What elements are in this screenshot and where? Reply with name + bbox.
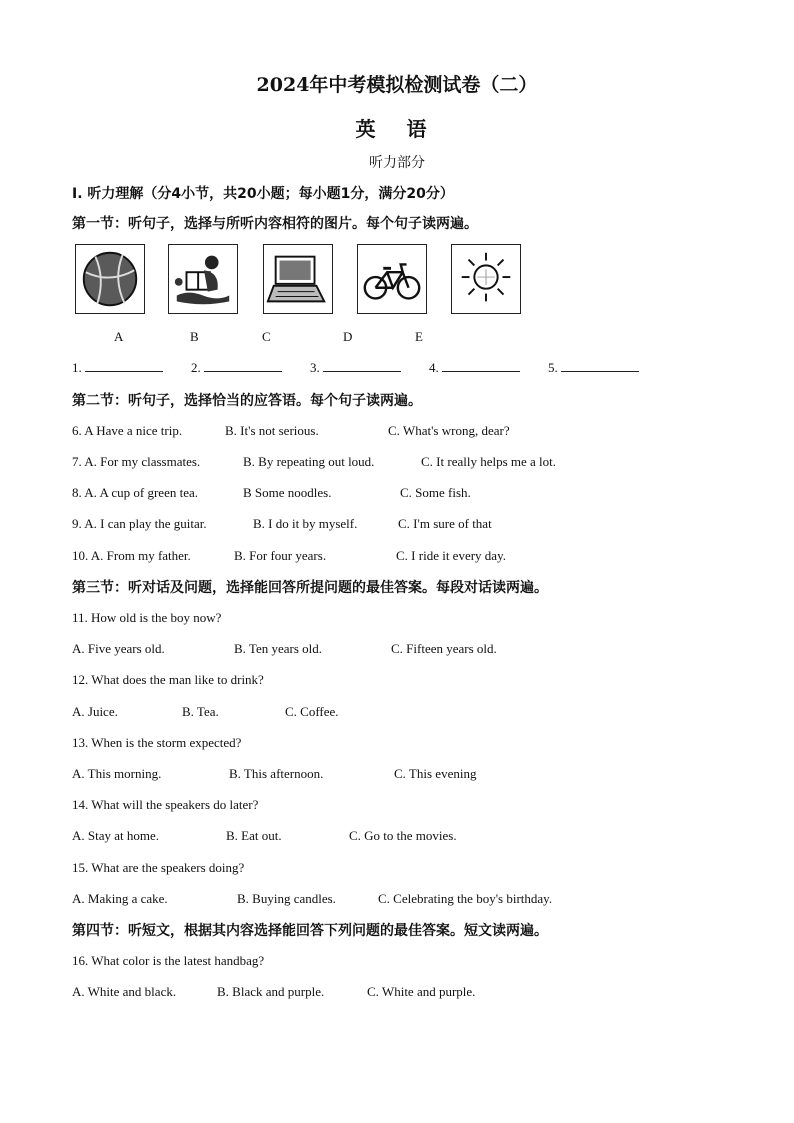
question-text: 13. When is the storm expected? [72,735,242,750]
picture-a [75,244,145,314]
basketball-icon [76,245,144,313]
option-a[interactable]: 7. A. For my classmates. [72,454,201,469]
blank-line[interactable] [204,359,282,372]
answer-blank-4[interactable]: 4. [429,359,520,376]
question-text: 11. How old is the boy now? [72,610,222,625]
option-c[interactable]: C. I ride it every day. [396,548,506,563]
question-text: 12. What does the man like to drink? [72,672,264,687]
question-row [72,548,752,566]
bicycle-icon [358,245,426,313]
question-row [72,454,752,472]
option-b[interactable]: B. Buying candles. [237,891,336,906]
option-a[interactable]: 10. A. From my father. [72,548,191,563]
option-b[interactable]: B. It's not serious. [225,423,319,438]
option-b[interactable]: B Some noodles. [243,485,332,500]
option-c[interactable]: C. This evening [394,766,477,781]
option-a[interactable]: A. This morning. [72,766,162,781]
answer-blank-5[interactable]: 5. [548,359,639,376]
option-c[interactable]: C. What's wrong, dear? [388,423,510,438]
reading-boy-icon [169,245,237,313]
option-c[interactable]: C. It really helps me a lot. [421,454,557,469]
picture-d [357,244,427,314]
question-row [72,516,752,534]
option-b[interactable]: B. For four years. [234,548,327,563]
option-c[interactable]: C. Go to the movies. [349,828,457,843]
option-a[interactable]: 8. A. A cup of green tea. [72,485,198,500]
option-b[interactable]: B. I do it by myself. [253,516,358,531]
option-a[interactable]: A. White and black. [72,984,177,999]
section1-heading: 第一节：听句子，选择与所听内容相符的图片。每个句子读两遍。 [72,216,478,232]
picture-b [168,244,238,314]
picture-label-b: B [190,329,199,344]
option-b[interactable]: B. Eat out. [226,828,282,843]
option-a[interactable]: 6. A Have a nice trip. [72,423,183,438]
blank-line[interactable] [323,359,401,372]
question-row [72,891,752,909]
option-a[interactable]: A. Stay at home. [72,828,160,843]
picture-label-d: D [343,329,353,344]
question-row [72,485,752,503]
question-row [72,984,752,1002]
option-b[interactable]: B. Black and purple. [217,984,325,999]
subject-title: 英 语 [355,117,439,141]
option-b[interactable]: B. Tea. [182,704,219,719]
question-row [72,828,752,846]
option-b[interactable]: B. This afternoon. [229,766,324,781]
part-title: 听力部分 [369,155,425,171]
option-c[interactable]: C. Some fish. [400,485,471,500]
blank-line[interactable] [85,359,163,372]
option-a[interactable]: 9. A. I can play the guitar. [72,516,207,531]
answer-blank-1[interactable]: 1. [72,359,163,376]
picture-c [263,244,333,314]
option-c[interactable]: C. I'm sure of that [398,516,492,531]
picture-e [451,244,521,314]
section2-heading: 第二节：听句子，选择恰当的应答语。每个句子读两遍。 [72,393,422,409]
picture-label-c: C [262,329,271,344]
section4-heading: 第四节：听短文，根据其内容选择能回答下列问题的最佳答案。短文读两遍。 [72,923,548,939]
option-c[interactable]: C. Fifteen years old. [391,641,497,656]
laptop-icon [264,245,332,313]
option-a[interactable]: A. Making a cake. [72,891,168,906]
option-b[interactable]: B. Ten years old. [234,641,323,656]
answer-blank-3[interactable]: 3. [310,359,401,376]
section-main-heading: I. 听力理解（分4小节，共20小题；每小题1分，满分20分） [72,186,454,202]
option-b[interactable]: B. By repeating out loud. [243,454,375,469]
question-row [72,766,752,784]
picture-label-a: A [114,329,124,344]
option-c[interactable]: C. Celebrating the boy's birthday. [378,891,553,906]
question-text: 16. What color is the latest handbag? [72,953,265,968]
page-title: 2024年中考模拟检测试卷（二） [256,74,538,96]
question-text: 14. What will the speakers do later? [72,797,259,812]
section3-heading: 第三节：听对话及问题，选择能回答所提问题的最佳答案。每段对话读两遍。 [72,580,548,596]
sun-icon [452,245,520,313]
picture-label-e: E [415,329,423,344]
question-row [72,641,752,659]
blank-line[interactable] [561,359,639,372]
blank-line[interactable] [442,359,520,372]
option-c[interactable]: C. White and purple. [367,984,476,999]
question-row [72,704,752,722]
option-c[interactable]: C. Coffee. [285,704,339,719]
option-a[interactable]: A. Juice. [72,704,118,719]
option-a[interactable]: A. Five years old. [72,641,165,656]
answer-blank-2[interactable]: 2. [191,359,282,376]
question-text: 15. What are the speakers doing? [72,860,245,875]
question-row [72,423,752,441]
